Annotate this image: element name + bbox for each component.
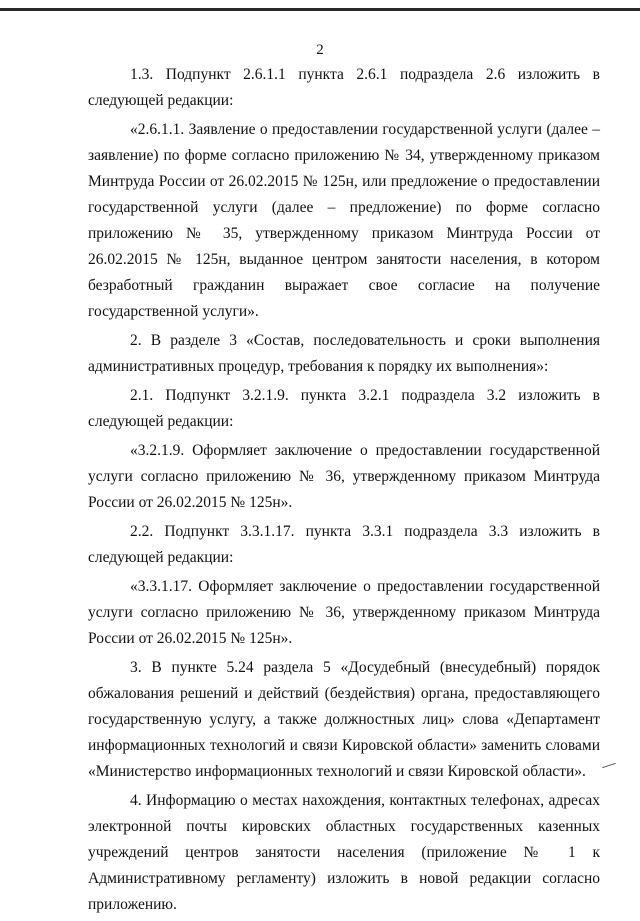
page-number: 2 — [316, 42, 324, 58]
paragraph-1-3: 1.3. Подпункт 2.6.1.1 пункта 2.6.1 подраздела 2.6 изложить в следующей редакции: — [88, 66, 600, 109]
paragraph-2-2: 2.2. Подпункт 3.3.1.17. пункта 3.3.1 подраздела 3.3 изложить в следующей редакции: — [88, 523, 600, 566]
top-rule — [0, 8, 640, 11]
paragraph-3: 3. В пункте 5.24 раздела 5 «Досудебный (внесудебный) порядок обжалования решений и действий (бездействия) органа, предоставляющего государственную услугу, а также должностных лиц» слова «Департамент информационных технологий и связи Кировской области» заменить словами «Министерство информационных технологий и связи Кировской области». — [88, 659, 600, 780]
paragraph-4: 4. Информацию о местах нахождения, контактных телефонах, адресах электронной почты кировских областных государственных казенных учреждений центров занятости населения (приложение № 1 к Административному регламенту) изложить в новой редакции согласно приложению. — [88, 792, 600, 913]
paragraph-2-1: 2.1. Подпункт 3.2.1.9. пункта 3.2.1 подраздела 3.2 изложить в следующей редакции: — [88, 387, 600, 430]
document-body — [88, 62, 600, 921]
paragraph-3-3-1-17-quote: «3.3.1.17. Оформляет заключение о предоставлении государственной услуги согласно приложению № 36, утвержденному приказом Минтруда России от 26.02.2015 № 125н». — [88, 578, 600, 647]
paragraph-2-6-1-1-quote: «2.6.1.1. Заявление о предоставлении государственной услуги (далее – заявление) по форме согласно приложению № 34, утвержденному приказом Минтруда России от 26.02.2015 № 125н, или предложение о предоставлении государственной услуги (далее – предложение) по форме согласно приложению № 35, утвержденному приказом Минтруда России от 26.02.2015 № 125н, выданное центром занятости населения, в котором безработный гражданин выражает свое согласие на получение государственной услуги». — [88, 121, 600, 320]
paragraph-3-2-1-9-quote: «3.2.1.9. Оформляет заключение о предоставлении государственной услуги согласно приложению № 36, утвержденному приказом Минтруда России от 26.02.2015 № 125н». — [88, 442, 600, 511]
stray-pen-mark — [602, 763, 616, 768]
paragraph-2: 2. В разделе 3 «Состав, последовательность и сроки выполнения административных процедур, требования к порядку их выполнения»: — [88, 332, 600, 375]
